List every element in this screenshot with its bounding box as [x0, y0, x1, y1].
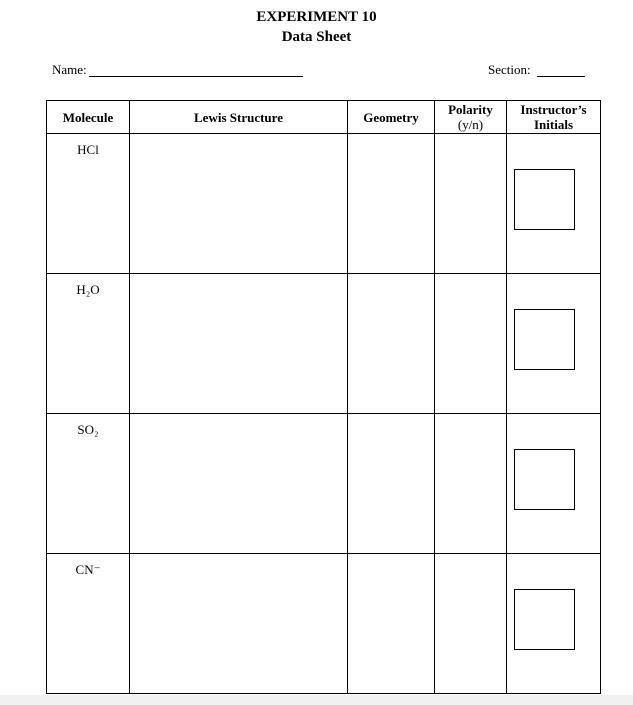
polarity-cell[interactable] — [435, 414, 507, 554]
initials-box[interactable] — [514, 589, 575, 650]
polarity-cell[interactable] — [435, 134, 507, 274]
page-bottom-edge — [0, 695, 633, 705]
name-field[interactable] — [89, 76, 303, 77]
column-header-geometry: Geometry — [348, 101, 435, 134]
table-header-row — [47, 101, 601, 134]
table-row — [47, 134, 601, 274]
molecule-cell — [47, 554, 130, 694]
geometry-cell[interactable] — [348, 274, 435, 414]
page-subtitle: Data Sheet — [281, 29, 352, 45]
geometry-cell[interactable] — [348, 414, 435, 554]
initials-cell — [507, 274, 601, 414]
section-label: Section: — [488, 62, 531, 77]
geometry-cell[interactable] — [348, 134, 435, 274]
column-header-lewis-structure: Lewis Structure — [130, 101, 348, 134]
table-row — [47, 274, 601, 414]
lewis-structure-cell[interactable] — [130, 414, 348, 554]
molecule-label: H₂O — [76, 282, 100, 297]
section-field[interactable] — [537, 76, 585, 77]
lewis-structure-cell[interactable] — [130, 554, 348, 694]
lewis-structure-cell[interactable] — [130, 274, 348, 414]
molecule-label: SO₂ — [77, 422, 99, 437]
initials-cell — [507, 414, 601, 554]
initials-cell — [507, 134, 601, 274]
lewis-structure-cell[interactable] — [130, 134, 348, 274]
molecule-label: CN⁻ — [75, 562, 101, 577]
table-row — [47, 554, 601, 694]
initials-cell — [507, 554, 601, 694]
geometry-cell[interactable] — [348, 554, 435, 694]
polarity-cell[interactable] — [435, 554, 507, 694]
initials-box[interactable] — [514, 449, 575, 510]
column-header-instructors-initials: Instructor’s Initials — [507, 101, 601, 134]
initials-box[interactable] — [514, 169, 575, 230]
molecule-cell — [47, 414, 130, 554]
molecule-cell — [47, 274, 130, 414]
initials-box[interactable] — [514, 309, 575, 370]
data-table — [46, 100, 601, 694]
column-header-molecule: Molecule — [47, 101, 130, 134]
polarity-cell[interactable] — [435, 274, 507, 414]
molecule-label: HCl — [77, 142, 99, 157]
page-title: EXPERIMENT 10 — [256, 9, 377, 25]
molecule-cell — [47, 134, 130, 274]
column-header-polarity: Polarity (y/n) — [435, 101, 507, 134]
table-row — [47, 414, 601, 554]
name-label: Name: — [52, 62, 87, 77]
